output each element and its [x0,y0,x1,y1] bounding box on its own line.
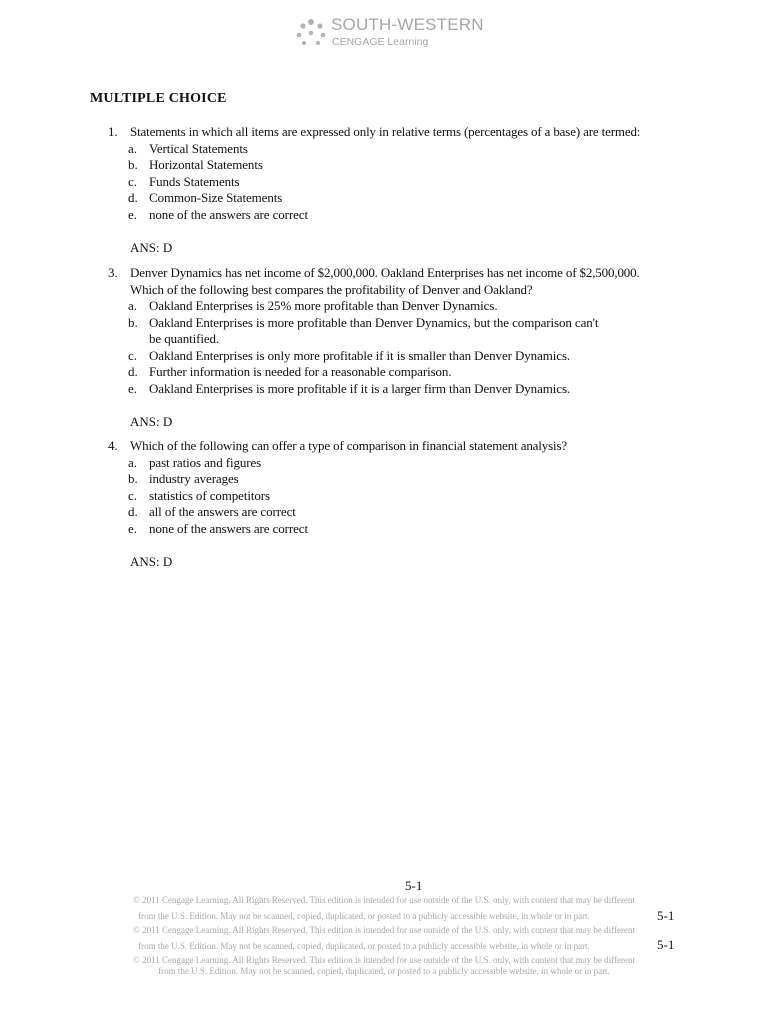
option-text: past ratios and figures [149,454,262,470]
option-letter: e. [128,520,138,536]
question-stem [130,265,730,298]
page-number: 5-1 [657,937,675,952]
option-letter: d. [128,364,138,379]
copyright-line: from the U.S. Edition. May not be scanned, copied, duplicated, or posted to a publicly accessible website, in whole or in part. [158,966,610,976]
copyright-line: from the U.S. Edition. May not be scanned, copied, duplicated, or posted to a publicly accessible website, in whole or in part. [138,941,590,951]
question-stem-line: Denver Dynamics has net income of $2,000,000. Oakland Enterprises has net income of $2,500,000. [130,265,640,280]
option-text: industry averages [149,471,239,486]
option-text: Horizontal Statements [149,157,263,172]
copyright-line: from the U.S. Edition. May not be scanned, copied, duplicated, or posted to a publicly accessible website, in whole or in part. [138,911,590,921]
option-text: Common-Size Statements [149,190,283,205]
option-letter: b. [128,157,138,172]
question-stem [130,124,730,141]
option-text: Oakland Enterprises is more profitable if it is a larger firm than Denver Dynamics. [149,380,571,396]
option-letter: e. [128,206,138,222]
copyright-line: © 2011 Cengage Learning. All Rights Reserved. This edition is intended for use outside of the U.S. only, with content that may be different [133,955,635,965]
option-text: Oakland Enterprises is 25% more profitable than Denver Dynamics. [149,298,498,313]
question-number: 4. [108,438,118,453]
starburst-logo-icon [294,18,328,48]
answer-key: ANS: D [130,240,173,255]
publisher-logo [294,14,494,54]
option-letter: e. [128,380,138,396]
option-text: statistics of competitors [149,487,270,503]
option-letter: a. [128,140,138,156]
option-letter: c. [128,347,138,363]
option-text: Vertical Statements [149,140,248,156]
option-text: none of the answers are correct [149,206,308,222]
option-letter: d. [128,190,138,205]
option-text: be quantified. [149,331,220,346]
question-stem-line: Which of the following best compares the profitability of Denver and Oakland? [130,281,533,297]
option-letter: a. [128,298,138,313]
option-text: all of the answers are correct [149,504,296,519]
section-title: MULTIPLE CHOICE [90,91,227,106]
question-stem [130,438,730,455]
option-text: Further information is needed for a reasonable comparison. [149,364,452,379]
option-letter: b. [128,471,138,486]
page-number: 5-1 [405,878,423,893]
question-number: 1. [108,124,118,139]
question-number: 3. [108,265,118,280]
page-number: 5-1 [657,908,675,923]
option-text: Oakland Enterprises is more profitable than Denver Dynamics, but the comparison can't [149,314,599,330]
answer-key: ANS: D [130,414,173,429]
option-letter: c. [128,487,138,503]
option-letter: b. [128,314,138,330]
logo-text-brand: SOUTH-WESTERN [331,15,484,34]
copyright-line: © 2011 Cengage Learning. All Rights Reserved. This edition is intended for use outside of the U.S. only, with content that may be different [133,895,635,905]
question-stem-line: Statements in which all items are expressed only in relative terms (percentages of a base) are termed: [130,124,641,139]
question-stem-line: Which of the following can offer a type of comparison in financial statement analysis? [130,438,568,453]
option-text: Funds Statements [149,173,240,189]
copyright-line: © 2011 Cengage Learning. All Rights Reserved. This edition is intended for use outside of the U.S. only, with content that may be different [133,925,635,935]
option-letter: a. [128,454,138,470]
answer-key: ANS: D [130,554,173,569]
option-letter: d. [128,504,138,519]
logo-text-sub: CENGAGE Learning [332,36,429,48]
option-text: Oakland Enterprises is only more profitable if it is smaller than Denver Dynamics. [149,347,571,363]
option-text: none of the answers are correct [149,520,308,536]
option-letter: c. [128,173,138,189]
